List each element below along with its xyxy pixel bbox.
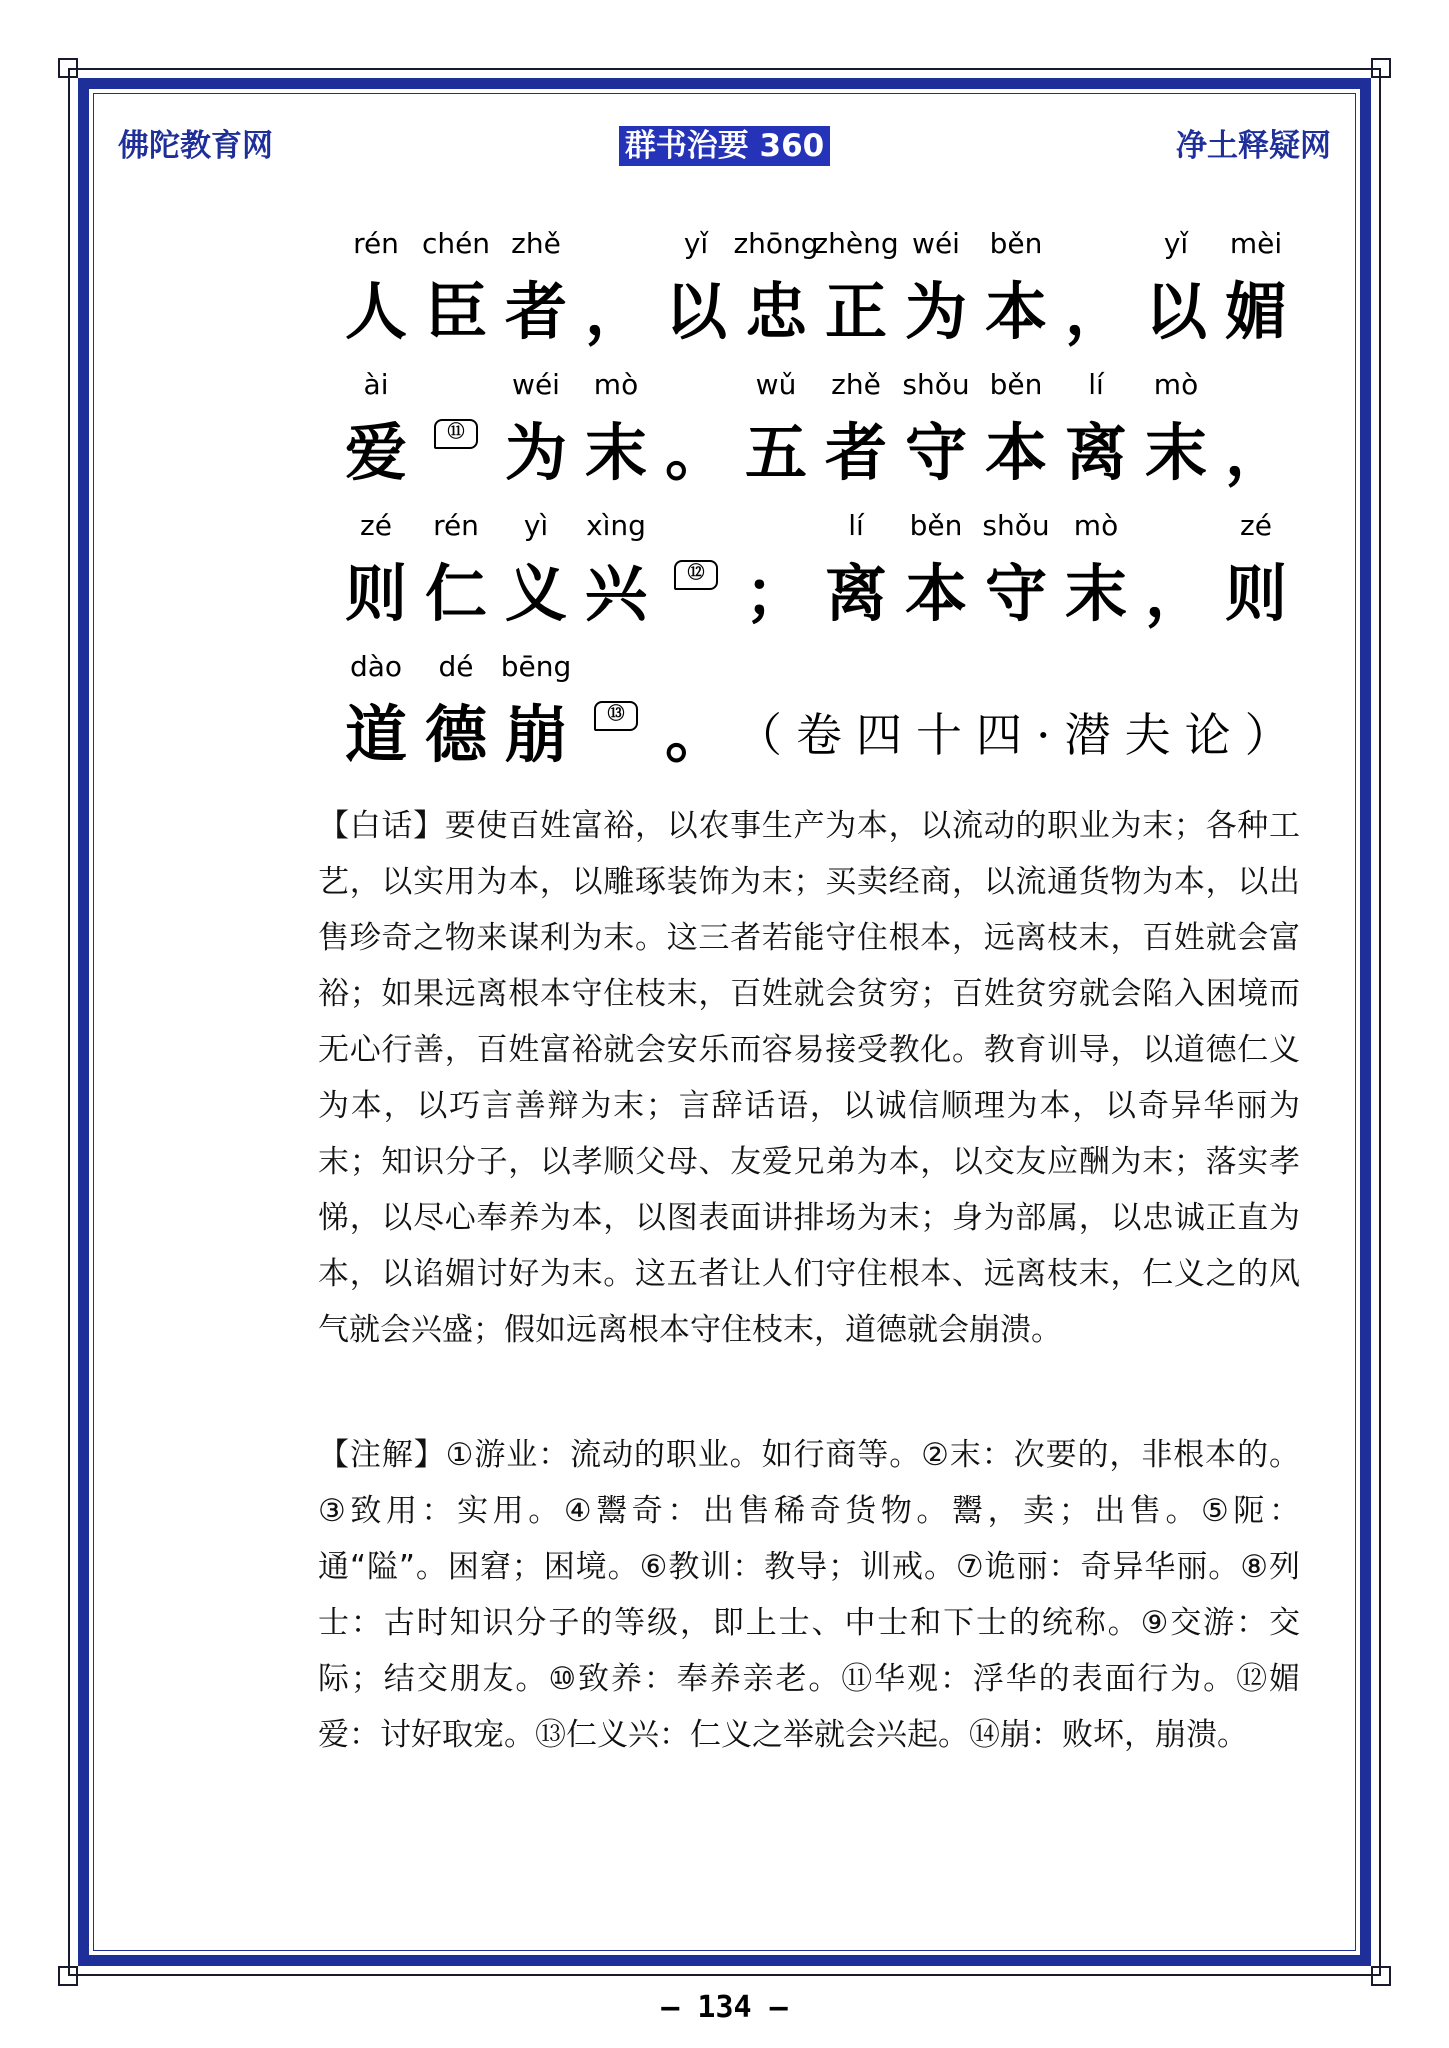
verse-line [336,504,1296,645]
pinyin: zé [1240,509,1272,542]
header-title-text: 群书治要 360 [619,126,831,166]
hanzi: 以 [1144,275,1207,348]
page-number: – 134 – [661,1990,788,2025]
verse-character [976,363,1056,504]
pinyin: běn [989,227,1043,260]
header-site-left: 佛陀教育网 [118,128,273,164]
verse-character [816,363,896,504]
verse-character [416,222,496,363]
hanzi: 忠 [744,275,807,348]
hanzi: 离 [1064,416,1127,489]
hanzi: ， [1144,557,1207,630]
hanzi: 媚 [1224,275,1287,348]
verse-character [813,222,899,363]
verse-character [976,222,1056,363]
verse-character [816,504,896,645]
verse-character [733,222,819,363]
note-reference-marker [416,363,496,504]
hanzi: 爱 [344,416,407,489]
pinyin: mò [1153,368,1199,401]
pinyin: xìng [586,509,646,542]
pinyin: běn [909,509,963,542]
verse-character [576,222,656,363]
pinyin: mò [593,368,639,401]
verse-character [336,645,416,786]
verse-character [976,504,1056,645]
pinyin: lí [1088,368,1104,401]
verse-character [1136,222,1216,363]
hanzi: 以 [664,275,727,348]
hanzi: 末 [1064,557,1127,630]
pinyin: rén [353,227,399,260]
zhujie-paragraph [318,1427,1300,1763]
verse-character [496,363,576,504]
hanzi: 守 [904,416,967,489]
hanzi: ； [744,557,807,630]
hanzi: 兴 [584,557,647,630]
frame-corner-top-right [1371,58,1391,78]
pinyin: yǐ [683,227,709,260]
verse-character [656,363,736,504]
pinyin: lí [848,509,864,542]
verse-character [1216,504,1296,645]
hanzi: 者 [824,416,887,489]
verse-character [1216,363,1296,504]
pinyin: mèi [1229,227,1283,260]
hanzi: 守 [984,557,1047,630]
verse-character [896,222,976,363]
verse-character [656,645,736,786]
frame-corner-bottom-right [1371,1966,1391,1986]
hanzi: 末 [1144,416,1207,489]
verse-character [1136,363,1216,504]
note-reference-icon: ⑫ [674,560,718,590]
hanzi: 正 [824,275,887,348]
verse-character [896,363,976,504]
hanzi: 崩 [504,698,567,771]
verse-character [496,504,576,645]
hanzi: 仁 [424,557,487,630]
pinyin: wéi [512,368,560,401]
verse-character [736,363,816,504]
pinyin: zhōng [733,227,819,260]
verse-character [336,504,416,645]
pinyin: yì [523,509,549,542]
verse-line [336,222,1296,363]
baihua-paragraph [318,798,1300,1358]
pinyin: ài [363,368,389,401]
hanzi: 则 [344,557,407,630]
pinyin: zé [360,509,392,542]
verse-character [496,645,576,786]
pinyin: mò [1073,509,1119,542]
hanzi: 道 [344,698,407,771]
verse-character [1056,363,1136,504]
verse-character [576,504,656,645]
hanzi: 离 [824,557,887,630]
pinyin: běn [989,368,1043,401]
hanzi: 人 [344,275,407,348]
baihua-label: 【白话】 [318,808,445,844]
verse-source: （卷四十四·潜夫论） [736,708,1305,762]
pinyin: wǔ [755,368,797,401]
hanzi: 则 [1224,557,1287,630]
pinyin: shǒu [902,368,970,401]
pinyin: yǐ [1163,227,1189,260]
verse-character [496,222,576,363]
hanzi: 。 [664,416,727,489]
pinyin: dào [349,650,403,683]
verse-line [336,363,1296,504]
verse-character [336,363,416,504]
verse-character [576,363,656,504]
verse-character [1216,222,1296,363]
frame-corner-bottom-left [58,1966,78,1986]
header-site-right: 净土释疑网 [1176,128,1331,164]
hanzi: 本 [984,275,1047,348]
pinyin: bēng [500,650,572,683]
verse-character [736,504,816,645]
note-reference-marker [656,504,736,645]
hanzi: ， [1224,416,1287,489]
frame-corner-top-left [58,58,78,78]
pinyin: zhě [511,227,561,260]
hanzi: 本 [984,416,1047,489]
pinyin: wéi [912,227,960,260]
hanzi: ， [584,275,647,348]
note-reference-marker [576,645,656,786]
hanzi: ， [1064,275,1127,348]
baihua-text: 要使百姓富裕，以农事生产为本，以流动的职业为末；各种工艺，以实用为本，以雕琢装饰为末；买卖经商，以流通货物为本，以出售珍奇之物来谋利为末。这三者若能守住根本，远离枝末，百姓就会富裕；如果远离根本守住枝末，百姓就会贫穷；百姓贫穷就会陷入困境而无心行善，百姓富裕就会安乐而容易接受教化。教育训导，以道德仁义为本，以巧言善辩为末；言辞话语，以诚信顺理为本，以奇异华丽为末；知识分子，以孝顺父母、友爱兄弟为本，以交友应酬为末；落实孝悌，以尽心奉养为本，以图表面讲排场为末；身为部属，以忠诚正直为本，以谄媚讨好为末。这五者让人们守住根本、远离枝末，仁义之的风气就会兴盛；假如远离根本守住枝末，道德就会崩溃。 [318,808,1301,1348]
hanzi: 本 [904,557,967,630]
hanzi: 末 [584,416,647,489]
hanzi: 。 [664,698,727,771]
verse-line [336,645,1305,786]
pinyin: zhèng [813,227,899,260]
verse-character [1056,504,1136,645]
pinyin: shǒu [982,509,1050,542]
note-reference-icon: ⑪ [434,419,478,449]
hanzi: 为 [904,275,967,348]
note-reference-icon: ⑬ [594,701,638,731]
hanzi: 为 [504,416,567,489]
verse-character [416,645,496,786]
pinyin: dé [438,650,474,683]
verse-character [336,222,416,363]
pinyin: chén [421,227,491,260]
verse-character [896,504,976,645]
zhujie-label: 【注解】 [318,1437,446,1473]
hanzi: 德 [424,698,487,771]
hanzi: 者 [504,275,567,348]
verse-character [1056,222,1136,363]
zhujie-text: ①游业：流动的职业。如行商等。②末：次要的，非根本的。③致用：实用。④鬻奇：出售稀奇货物。鬻，卖；出售。⑤阨：通“隘”。困窘；困境。⑥教训：教导；训戒。⑦诡丽：奇异华丽。⑧列士：古时知识分子的等级，即上士、中士和下士的统称。⑨交游：交际；结交朋友。⑩致养：奉养亲老。⑪华观：浮华的表面行为。⑫媚爱：讨好取宠。⑬仁义兴：仁义之举就会兴起。⑭崩：败坏，崩溃。 [318,1437,1300,1753]
hanzi: 义 [504,557,567,630]
classical-verse [336,222,1305,786]
hanzi: 五 [744,416,807,489]
hanzi: 臣 [424,275,487,348]
pinyin: rén [433,509,479,542]
pinyin: zhě [831,368,881,401]
verse-character [416,504,496,645]
verse-character [1136,504,1216,645]
verse-character [656,222,736,363]
